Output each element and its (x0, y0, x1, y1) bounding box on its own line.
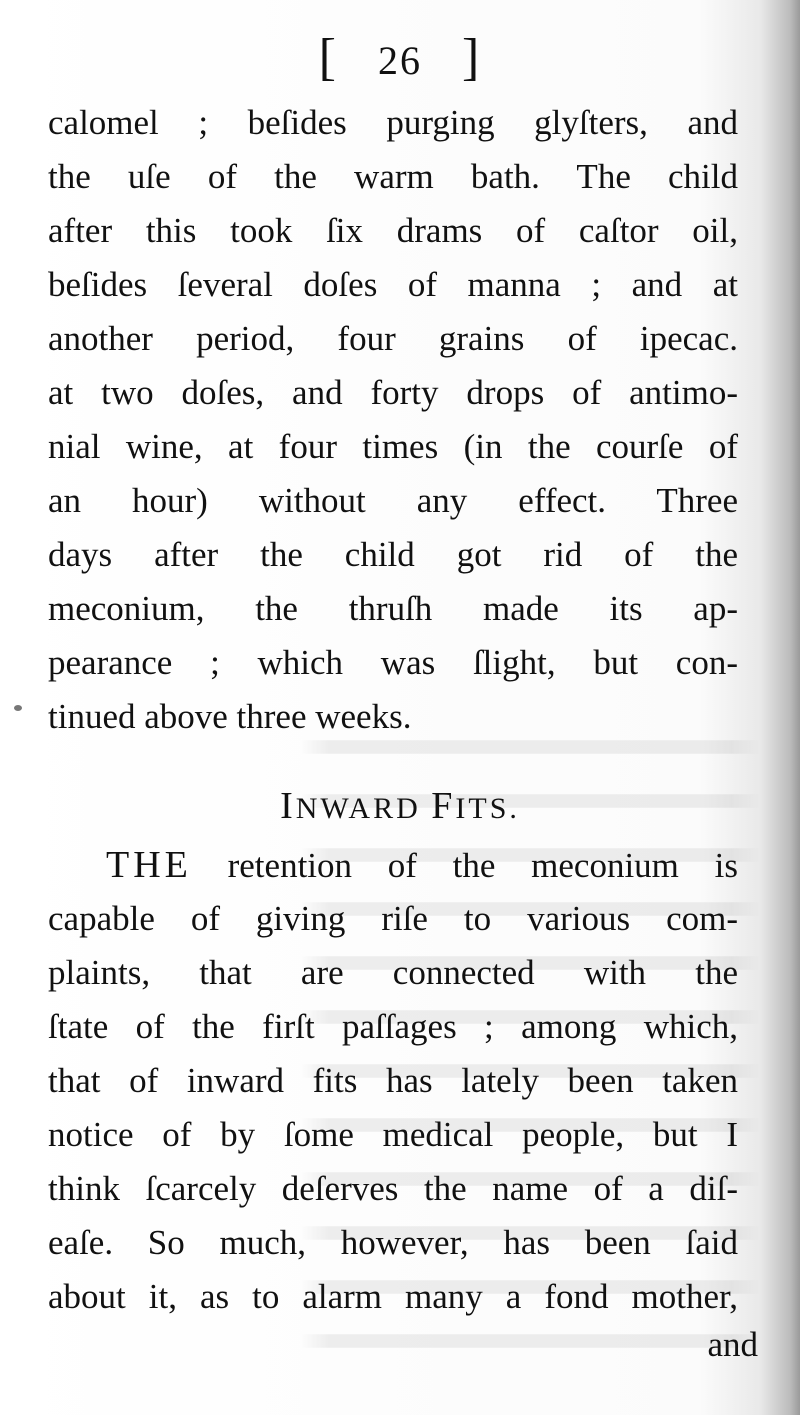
text-line: capable of giving riſe to various com- (48, 899, 738, 938)
section-heading (0, 778, 800, 837)
catchword: and (707, 1325, 758, 1364)
text-line: at two doſes, and forty drops of antimo- (48, 373, 738, 412)
text-line: another period, four grains of ipecac. (48, 319, 738, 358)
text-line: about it, as to alarm many a fond mother, (48, 1277, 738, 1316)
text-line: the uſe of the warm bath. The child (48, 157, 738, 196)
heading-initial-1: I (280, 785, 296, 827)
text-line: nial wine, at four times (in the courſe of (48, 427, 738, 466)
heading-small-caps-2: ITS. (455, 792, 520, 825)
text-line-first (48, 838, 738, 892)
text-line: meconium, the thruſh made its ap- (48, 589, 738, 628)
text-line: ſtate of the firſt paſſages ; among which, (48, 1007, 738, 1046)
text-line: that of inward fits has lately been taken (48, 1061, 738, 1100)
page-number (0, 30, 800, 89)
text-line: calomel ; beſides purging glyſters, and (48, 103, 738, 142)
text-line: days after the child got rid of the (48, 535, 738, 574)
text-line: an hour) without any effect. Three (48, 481, 738, 520)
text-line: after this took ſix drams of caſtor oil, (48, 211, 738, 250)
text-line: tinued above three weeks. (48, 697, 412, 736)
text-line: think ſcarcely deſerves the name of a diſ- (48, 1169, 738, 1208)
page-number-open-bracket: [ (318, 29, 338, 86)
text-line: pearance ; which was ſlight, but con- (48, 643, 738, 682)
first-line-rest: retention of the meconium is (191, 846, 738, 885)
lead-word: THE (106, 844, 192, 886)
heading-small-caps-1: NWARD (295, 792, 421, 825)
margin-ink-mark (14, 705, 22, 711)
text-line: beſides ſeveral doſes of manna ; and at (48, 265, 738, 304)
paragraph-1 (48, 96, 738, 744)
paragraph-2 (48, 838, 738, 1324)
text-line: plaints, that are connected with the (48, 953, 738, 992)
page-number-close-bracket: ] (462, 29, 482, 86)
page-number-value: 26 (378, 38, 422, 83)
text-line: notice of by ſome medical people, but I (48, 1115, 738, 1154)
text-line: eaſe. So much, however, has been ſaid (48, 1223, 738, 1262)
heading-initial-2: F (431, 785, 456, 827)
